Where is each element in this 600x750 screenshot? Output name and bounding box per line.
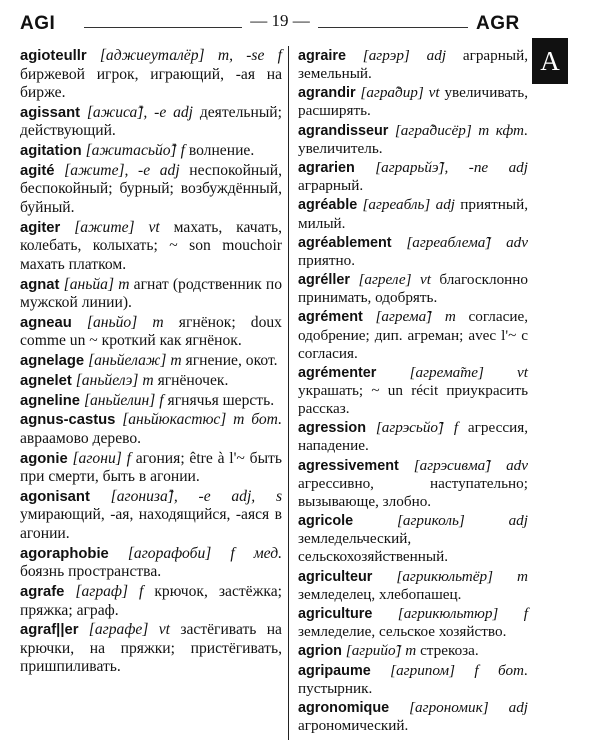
entry-grammar: adj bbox=[159, 161, 180, 179]
entry-definition: биржевой игрок, играющий, -ая на бирже. bbox=[20, 65, 282, 102]
entry-headword: agnat bbox=[20, 276, 60, 293]
entry-headword: agrandisseur bbox=[298, 122, 389, 139]
entry-transcription: [агрономик] bbox=[409, 698, 489, 716]
entry-headword: agréller bbox=[298, 272, 350, 289]
entry-headword: agrandir bbox=[298, 85, 356, 102]
entry-grammar: f bbox=[453, 419, 459, 437]
entry-definition: благосклонно принимать, одобрять. bbox=[298, 271, 529, 307]
entry-definition: увеличитель. bbox=[298, 139, 383, 157]
page-number: — 19 — bbox=[250, 11, 310, 30]
entry-headword: agneline bbox=[20, 392, 81, 409]
entry-definition: агония; être à l'~ быть при смерти, быть в агонии. bbox=[20, 449, 282, 486]
dictionary-entry bbox=[20, 450, 282, 487]
entry-definition: агнат (родственник по мужской линии). bbox=[20, 275, 282, 312]
entry-transcription: [аграрьйэ̃], -ne bbox=[375, 159, 489, 177]
entry-transcription: [ажите], -e bbox=[64, 161, 151, 179]
dictionary-entry bbox=[20, 621, 282, 677]
entry-grammar: m bbox=[444, 308, 456, 326]
entry-grammar: f bbox=[180, 142, 185, 160]
dictionary-entry bbox=[298, 568, 528, 604]
entry-grammar: adj bbox=[435, 196, 456, 214]
dictionary-entry bbox=[298, 122, 528, 158]
entry-definition: стрекоза. bbox=[420, 642, 479, 660]
entry-transcription: [агреабль] bbox=[362, 196, 431, 214]
entry-definition: ягнёнок; doux comme un ~ кроткий как ягнёнок. bbox=[20, 313, 282, 350]
entry-transcription: [агрэр] bbox=[362, 47, 410, 64]
dictionary-entry bbox=[298, 662, 528, 698]
entry-headword: agraire bbox=[298, 48, 346, 64]
entry-grammar: m bbox=[118, 275, 130, 293]
entry-definition: ягнячья шерсть. bbox=[167, 391, 275, 409]
entry-transcription: [агреле] bbox=[358, 271, 412, 289]
entry-grammar: m bbox=[405, 642, 417, 660]
entry-grammar: adj bbox=[508, 512, 528, 530]
dictionary-entry bbox=[298, 699, 528, 735]
entry-transcription: [ажите] bbox=[74, 218, 135, 236]
entry-grammar: f bbox=[126, 449, 131, 467]
dictionary-entry bbox=[20, 142, 282, 161]
entry-definition: агрессия, нападение. bbox=[298, 419, 528, 455]
entry-transcription: [ажиса̃], -e bbox=[86, 103, 167, 121]
entry-headword: agnelet bbox=[20, 372, 72, 389]
entry-grammar: adj bbox=[173, 103, 193, 121]
entry-grammar: vt bbox=[428, 84, 440, 102]
section-letter-tab: A bbox=[532, 38, 568, 84]
dictionary-entry bbox=[298, 159, 528, 195]
entry-definition: боязнь пространства. bbox=[20, 563, 162, 581]
entry-transcription: [аньйо] bbox=[86, 313, 138, 331]
entry-definition: волнение. bbox=[188, 142, 255, 160]
entry-grammar: f мед. bbox=[230, 544, 282, 562]
dictionary-entry bbox=[20, 314, 282, 351]
entry-headword: agonie bbox=[20, 450, 68, 467]
entry-transcription: [аграфе] bbox=[88, 621, 149, 639]
dictionary-entry bbox=[298, 271, 528, 307]
right-column bbox=[298, 47, 528, 736]
entry-headword: agronomique bbox=[298, 699, 390, 716]
entry-grammar: f bbox=[139, 582, 144, 600]
entry-definition: махать, качать, колебать, колыхать; ~ son mouchoir махать платком. bbox=[20, 218, 282, 273]
entry-grammar: vt bbox=[517, 363, 528, 381]
dictionary-entry bbox=[20, 488, 282, 544]
entry-headword: agriculteur bbox=[298, 568, 373, 585]
entry-definition: застёгивать на крючки, на пряжки; пристёгивать, пришпиливать. bbox=[20, 621, 282, 676]
entry-grammar: adv bbox=[506, 456, 528, 474]
entry-transcription: [ажитасьйо̃] bbox=[85, 142, 177, 160]
dictionary-entry bbox=[20, 352, 282, 371]
page-header bbox=[0, 0, 600, 46]
entry-headword: agité bbox=[20, 162, 55, 179]
entry-transcription: [агрикюльтюр] bbox=[397, 604, 499, 622]
entry-grammar: vt bbox=[419, 271, 431, 289]
entry-grammar: adj bbox=[508, 698, 529, 716]
header-rule-right bbox=[318, 27, 468, 28]
dictionary-entry bbox=[298, 47, 528, 83]
entry-transcription: [агрэсьйо̃] bbox=[375, 419, 444, 437]
entry-headword: agneau bbox=[20, 314, 72, 331]
entry-grammar: adj, s bbox=[231, 487, 283, 505]
left-running-headword: AGI bbox=[20, 13, 56, 34]
entry-headword: agrafe bbox=[20, 583, 65, 600]
entry-headword: agitation bbox=[20, 143, 82, 160]
entry-grammar: f бот. bbox=[474, 661, 528, 679]
entry-headword: agissant bbox=[20, 104, 81, 121]
dictionary-entry bbox=[298, 642, 528, 660]
left-column bbox=[20, 47, 282, 678]
entry-transcription: [агрэсивма̃] bbox=[413, 456, 492, 474]
entry-definition: земледелец, хлебопашец. bbox=[298, 585, 462, 603]
right-running-headword: AGR bbox=[476, 13, 520, 34]
entry-transcription: [аньйа] bbox=[63, 275, 115, 293]
entry-headword: agonisant bbox=[20, 488, 90, 505]
dictionary-entry bbox=[20, 545, 282, 582]
dictionary-entry bbox=[20, 276, 282, 313]
entry-headword: agressivement bbox=[298, 457, 399, 474]
entry-headword: agnus-castus bbox=[20, 412, 116, 429]
entry-grammar: m bbox=[142, 371, 154, 389]
entry-definition: земледельческий, сельскохозяйственный. bbox=[298, 530, 449, 566]
header-rule-left bbox=[84, 27, 242, 28]
dictionary-entry bbox=[298, 605, 528, 641]
entry-grammar: m bbox=[170, 352, 182, 370]
entry-headword: agression bbox=[298, 420, 366, 437]
entry-transcription: [агреаблема̃] bbox=[406, 233, 492, 251]
entry-grammar: vt bbox=[148, 218, 160, 236]
entry-transcription: [агрийо̃] bbox=[345, 642, 402, 660]
entry-definition: приятно. bbox=[298, 251, 355, 269]
entry-transcription: [аньйелаж] bbox=[88, 352, 167, 370]
entry-transcription: [агрема̃те] bbox=[409, 363, 484, 381]
entry-definition: украшать; ~ un récit приукрасить рассказ. bbox=[298, 382, 528, 418]
dictionary-entry bbox=[298, 419, 528, 455]
entry-headword: agréablement bbox=[298, 234, 392, 251]
entry-transcription: [агриколь] bbox=[396, 512, 465, 530]
entry-headword: agripaume bbox=[298, 662, 371, 679]
entry-transcription: [агра̃дисёр] bbox=[394, 121, 472, 139]
entry-definition: аграрный. bbox=[298, 177, 364, 195]
entry-definition: приятный, милый. bbox=[298, 196, 529, 232]
entry-headword: agréable bbox=[298, 197, 358, 214]
entry-transcription: [аньйелин] bbox=[83, 391, 156, 409]
dictionary-entry bbox=[20, 583, 282, 620]
entry-grammar: m bbox=[517, 567, 529, 585]
dictionary-entry bbox=[20, 104, 282, 141]
dictionary-entry bbox=[20, 411, 282, 448]
entry-grammar: vt bbox=[158, 621, 170, 639]
entry-headword: agrarien bbox=[298, 160, 355, 177]
entry-grammar: m бот. bbox=[233, 411, 282, 429]
entry-headword: agoraphobie bbox=[20, 545, 109, 562]
entry-grammar: f bbox=[523, 604, 528, 622]
entry-transcription: [агра̃дир] bbox=[360, 84, 424, 102]
dictionary-entry bbox=[298, 512, 528, 566]
entry-definition: авраамово дерево. bbox=[20, 429, 142, 447]
dictionary-entry bbox=[20, 392, 282, 411]
entry-definition: ягнёночек. bbox=[157, 371, 229, 389]
dictionary-entry bbox=[298, 457, 528, 511]
entry-headword: agriculture bbox=[298, 605, 373, 622]
entry-definition: агрономический. bbox=[298, 717, 409, 734]
dictionary-entry bbox=[298, 234, 528, 270]
entry-transcription: [аджиеуталёр] bbox=[99, 47, 205, 64]
entry-headword: agiter bbox=[20, 219, 61, 236]
dictionary-entry bbox=[298, 196, 528, 232]
entry-transcription: [агониза̃], -e bbox=[110, 487, 211, 505]
entry-definition: земледелие, сельское хозяйство. bbox=[298, 623, 507, 641]
dictionary-entry bbox=[20, 219, 282, 275]
dictionary-entry bbox=[298, 308, 528, 362]
entry-grammar: adv bbox=[506, 233, 528, 251]
entry-headword: agrion bbox=[298, 643, 342, 660]
entry-grammar: m кфт. bbox=[478, 121, 529, 139]
entry-headword: agrémenter bbox=[298, 364, 377, 381]
entry-transcription: [агрема̃] bbox=[375, 308, 433, 326]
entry-definition: крючок, застёжка; пряжка; аграф. bbox=[20, 582, 282, 619]
column-divider bbox=[288, 46, 289, 740]
entry-transcription: [агрикюльтёр] bbox=[396, 567, 494, 585]
entry-definition: неспокойный, беспокойный; бурный; возбуждённый, буйный. bbox=[20, 161, 282, 217]
entry-definition: умирающий, -ая, находящийся, -аяся в агонии. bbox=[20, 506, 282, 542]
entry-grammar: adj bbox=[426, 47, 447, 64]
entry-definition: согласие, одобрение; дип. агреман; avec l'~ с согласия. bbox=[298, 308, 529, 362]
entry-headword: agricole bbox=[298, 513, 354, 530]
entry-transcription: [агорафоби] bbox=[127, 544, 212, 562]
entry-transcription: [агрипом] bbox=[390, 661, 456, 679]
entry-transcription: [агони] bbox=[72, 449, 122, 467]
entry-definition: увеличивать, расширять. bbox=[298, 84, 529, 120]
dictionary-entry bbox=[20, 372, 282, 391]
entry-transcription: [аграф] bbox=[75, 582, 129, 600]
entry-grammar: m bbox=[152, 313, 164, 331]
entry-transcription: [аньйюкастюс] bbox=[122, 411, 227, 429]
entry-grammar: adj bbox=[508, 159, 528, 177]
entry-transcription: [аньйелэ] bbox=[75, 371, 139, 389]
entry-grammar: f bbox=[159, 391, 164, 409]
dictionary-entry bbox=[298, 84, 528, 120]
entry-definition: пустырник. bbox=[298, 679, 373, 697]
entry-headword: agnelage bbox=[20, 353, 85, 370]
entry-definition: деятельный; действующий. bbox=[20, 103, 282, 140]
entry-headword: agioteullr bbox=[20, 48, 87, 64]
dictionary-entry bbox=[298, 364, 528, 418]
entry-definition: аграрный, земельный. bbox=[298, 47, 528, 83]
dictionary-entry bbox=[20, 162, 282, 218]
entry-headword: agrément bbox=[298, 309, 363, 326]
entry-definition: агрессивно, наступательно; вызывающе, злобно. bbox=[298, 474, 528, 510]
entry-headword: agraf||er bbox=[20, 622, 79, 639]
entry-definition: ягнение, окот. bbox=[185, 352, 278, 370]
dictionary-entry bbox=[20, 47, 282, 103]
entry-grammar: m, -se f bbox=[217, 47, 282, 64]
